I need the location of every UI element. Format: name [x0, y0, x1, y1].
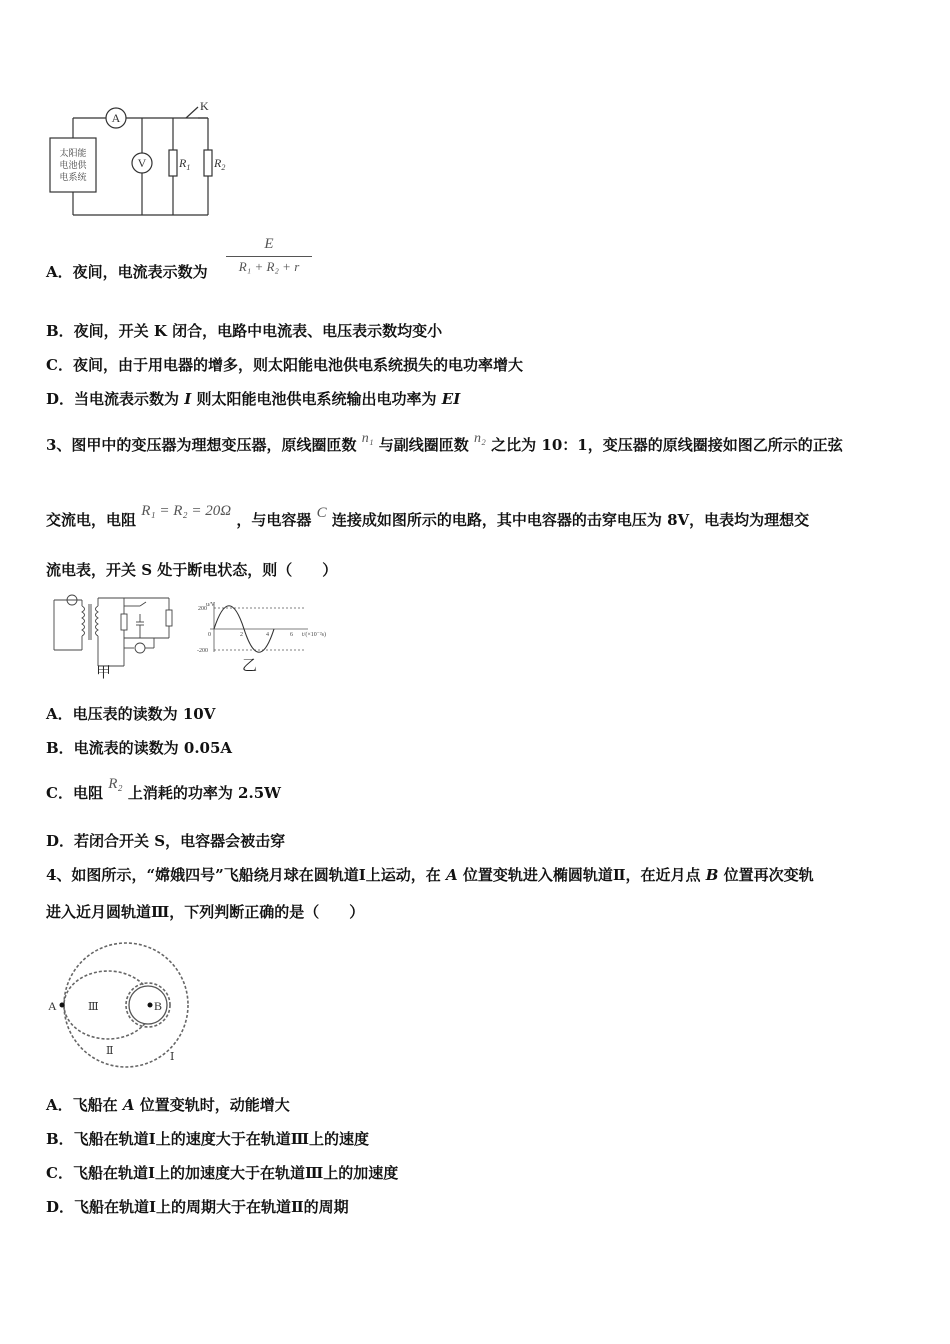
q2-option-d-suffix: 则太阳能电池供电系统输出电功率为 [196, 390, 437, 408]
source-label-1: 太阳能 [59, 148, 87, 158]
q3-stem-line2 [46, 503, 810, 530]
q3-n1: n₁ [361, 431, 374, 446]
q3-option-a: A．电压表的读数为 10V [46, 705, 216, 723]
q3-option-d: D．若闭合开关 S，电容器会被击穿 [46, 832, 286, 850]
q3-option-c-prefix: C．电阻 [46, 784, 103, 802]
q3-stem-line2-a: 交流电，电阻 [46, 511, 137, 529]
q2-option-a-text: A．夜间，电流表示数为 [46, 263, 208, 281]
q4-option-d: D．飞船在轨道Ⅰ上的周期大于在轨道Ⅱ的周期 [46, 1198, 349, 1216]
q3-option-b: B．电流表的读数为 0.05A [46, 739, 233, 757]
q3-stem-line1-a: 3、图甲中的变压器为理想变压器，原线圈匝数 [46, 436, 357, 454]
q4-option-a-prefix: A．飞船在 [46, 1096, 118, 1114]
q3-formula: R₁ = R₂ = 20Ω [141, 503, 232, 519]
q4-var-a: A [445, 866, 458, 884]
q2-option-a [46, 261, 208, 282]
q4-stem-line1 [46, 864, 814, 885]
q4-option-c: C．飞船在轨道Ⅰ上的加速度大于在轨道Ⅲ上的加速度 [46, 1164, 399, 1182]
fig-yi-caption: 乙 [242, 658, 258, 674]
q2-option-c: C．夜间，由于用电器的增多，则太阳能电池供电系统损失的电功率增大 [46, 356, 523, 374]
q3-option-c-var: R₂ [108, 776, 123, 792]
orbit-label-i: Ⅰ [170, 1051, 175, 1063]
graph-y-bottom: -200 [197, 648, 208, 654]
transformer-circuit-figure [44, 592, 184, 682]
solar-circuit-figure [40, 95, 240, 225]
q3-option-c-suffix: 上消耗的功率为 2.5W [127, 784, 281, 802]
q2-fraction [226, 236, 312, 275]
q2-fraction-numerator: E [226, 236, 312, 257]
graph-zero: 0 [208, 632, 211, 638]
source-label-2: 电池供 [59, 160, 87, 170]
q3-stem-line2-c: 连接成如图所示的电路，其中电容器的击穿电压为 8V，电表均为理想交 [331, 511, 810, 529]
q2-option-d-var: I [184, 390, 192, 408]
orbit-figure [40, 940, 200, 1070]
voltmeter-icon [135, 643, 145, 653]
orbit-label-ii: Ⅱ [106, 1045, 114, 1057]
q4-stem-line1-a: 4、如图所示，“嫦娥四号”飞船绕月球在圆轨道Ⅰ上运动，在 [46, 866, 441, 884]
r2-label: $R_2$ [214, 156, 226, 172]
q3-cap: C [316, 505, 327, 521]
graph-xlabel: t/(×10⁻²s) [302, 632, 327, 638]
q3-stem-line1-c: 之比为 10：1，变压器的原线圈接如图乙所示的正弦 [491, 436, 843, 454]
ammeter-label: A [111, 111, 121, 125]
point-a-icon [60, 1003, 65, 1008]
graph-tick-6: 6 [290, 632, 293, 638]
q2-option-d [46, 388, 460, 409]
q4-option-a-suffix: 位置变轨时，动能增大 [139, 1096, 290, 1114]
source-label-3: 电系统 [59, 172, 87, 182]
orbit-label-iii: Ⅲ [88, 1001, 99, 1013]
sine-graph-figure [196, 598, 346, 678]
q4-option-a-var: A [122, 1096, 135, 1114]
q3-option-c [46, 776, 281, 803]
q4-stem-line1-b: 位置变轨进入椭圆轨道Ⅱ，在近月点 [462, 866, 701, 884]
fig-jia-caption: 甲 [96, 665, 112, 681]
q2-option-d-var2: EI [441, 390, 461, 408]
q3-stem-line2-b: ，与电容器 [236, 511, 312, 529]
q3-stem-line3: 流电表，开关 S 处于断电状态，则（ ） [46, 561, 338, 579]
q3-n2: n₂ [474, 431, 486, 446]
voltmeter-label: V [137, 156, 147, 170]
graph-tick-2: 2 [240, 632, 243, 638]
q2-option-d-prefix: D．当电流表示数为 [46, 390, 180, 408]
switch-label: K [200, 99, 209, 113]
orbit-label-b: B [154, 999, 163, 1013]
orbit-label-a: A [48, 999, 57, 1013]
q3-stem-line1-b: 与副线圈匝数 [378, 436, 469, 454]
q2-fraction-denominator: R₁ + R₂ + r [238, 259, 300, 274]
graph-y-top: 200 [198, 606, 207, 612]
graph-tick-4: 4 [266, 632, 269, 638]
point-b-icon [148, 1003, 153, 1008]
q3-stem-line1 [46, 431, 843, 455]
graph-ylabel: u/V [206, 602, 215, 608]
q4-stem-line1-c: 位置再次变轨 [723, 866, 814, 884]
q2-option-b: B．夜间，开关 K 闭合，电路中电流表、电压表示数均变小 [46, 322, 443, 340]
q4-option-b: B．飞船在轨道Ⅰ上的速度大于在轨道Ⅲ上的速度 [46, 1130, 369, 1148]
r1-label: $R_1$ [179, 156, 191, 172]
q4-stem-line2: 进入近月圆轨道Ⅲ，下列判断正确的是（ ） [46, 903, 365, 921]
q4-var-b: B [705, 866, 719, 884]
q4-option-a [46, 1094, 290, 1115]
